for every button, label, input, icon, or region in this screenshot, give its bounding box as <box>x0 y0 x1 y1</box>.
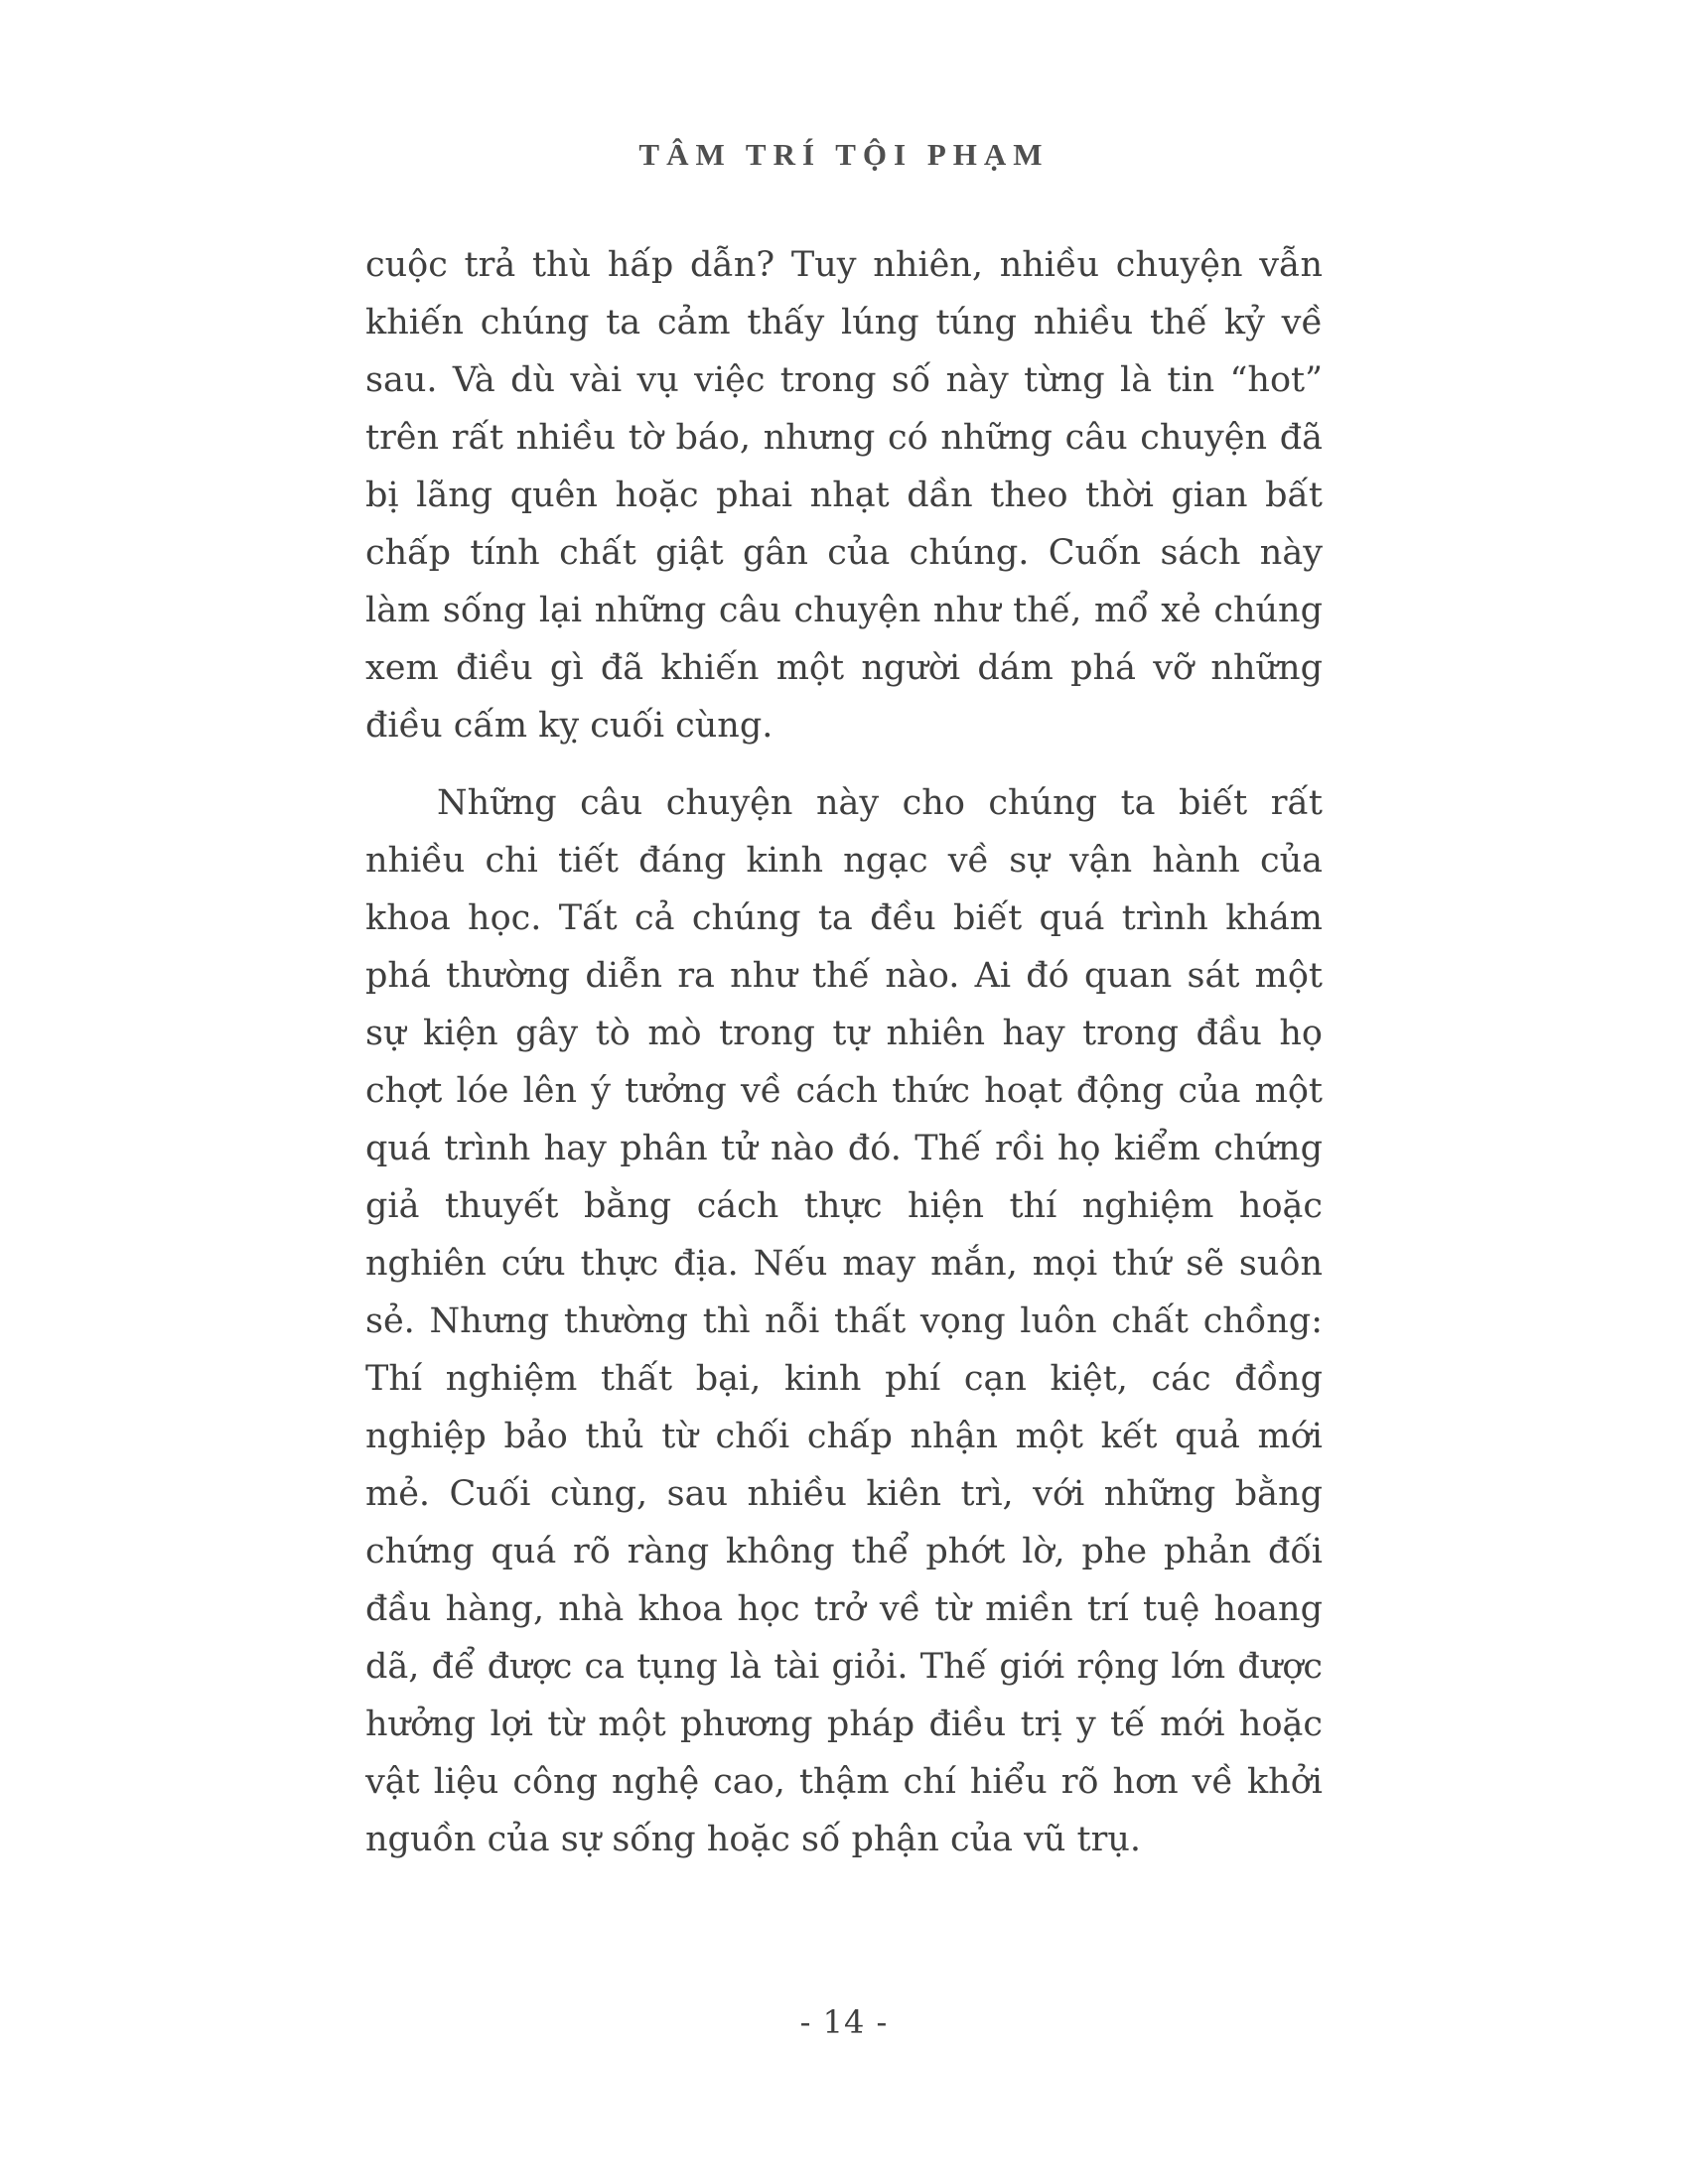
paragraph: Những câu chuyện này cho chúng ta biết rất nhiều chi tiết đáng kinh ngạc về sự vận hành của khoa học. Tất cả chúng ta đều biết quá trình khám phá thường diễn ra như thế nào. Ai đó quan sát một sự kiện gây tò mò trong tự nhiên hay trong đầu họ chợt lóe lên ý tưởng về cách thức hoạt động của một quá trình hay phân tử nào đó. Thế rồi họ kiểm chứng giả thuyết bằng cách thực hiện thí nghiệm hoặc nghiên cứu thực địa. Nếu may mắn, mọi thứ sẽ suôn sẻ. Nhưng thường thì nỗi thất vọng luôn chất chồng: Thí nghiệm thất bại, kinh phí cạn kiệt, các đồng nghiệp bảo thủ từ chối chấp nhận một kết quả mới mẻ. Cuối cùng, sau nhiều kiên trì, với những bằng chứng quá rõ ràng không thể phớt lờ, phe phản đối đầu hàng, nhà khoa học trở về từ miền trí tuệ hoang dã, để được ca tụng là tài giỏi. Thế giới rộng lớn được hưởng lợi từ một phương pháp điều trị y tế mới hoặc vật liệu công nghệ cao, thậm chí hiểu rõ hơn về khởi nguồn của sự sống hoặc số phận của vũ trụ. <box>365 783 1323 1859</box>
page-number: - 14 - <box>799 2003 889 2041</box>
running-header: TÂM TRÍ TỘI PHẠM <box>638 137 1050 172</box>
paragraph-continuation: cuộc trả thù hấp dẫn? Tuy nhiên, nhiều chuyện vẫn khiến chúng ta cảm thấy lúng túng nhiều thế kỷ về sau. Và dù vài vụ việc trong số này từng là tin “hot” trên rất nhiều tờ báo, nhưng có những câu chuyện đã bị lãng quên hoặc phai nhạt dần theo thời gian bất chấp tính chất giật gân của chúng. Cuốn sách này làm sống lại những câu chuyện như thế, mổ xẻ chúng xem điều gì đã khiến một người dám phá vỡ những điều cấm kỵ cuối cùng. <box>365 245 1323 746</box>
page-body <box>365 236 1323 1888</box>
